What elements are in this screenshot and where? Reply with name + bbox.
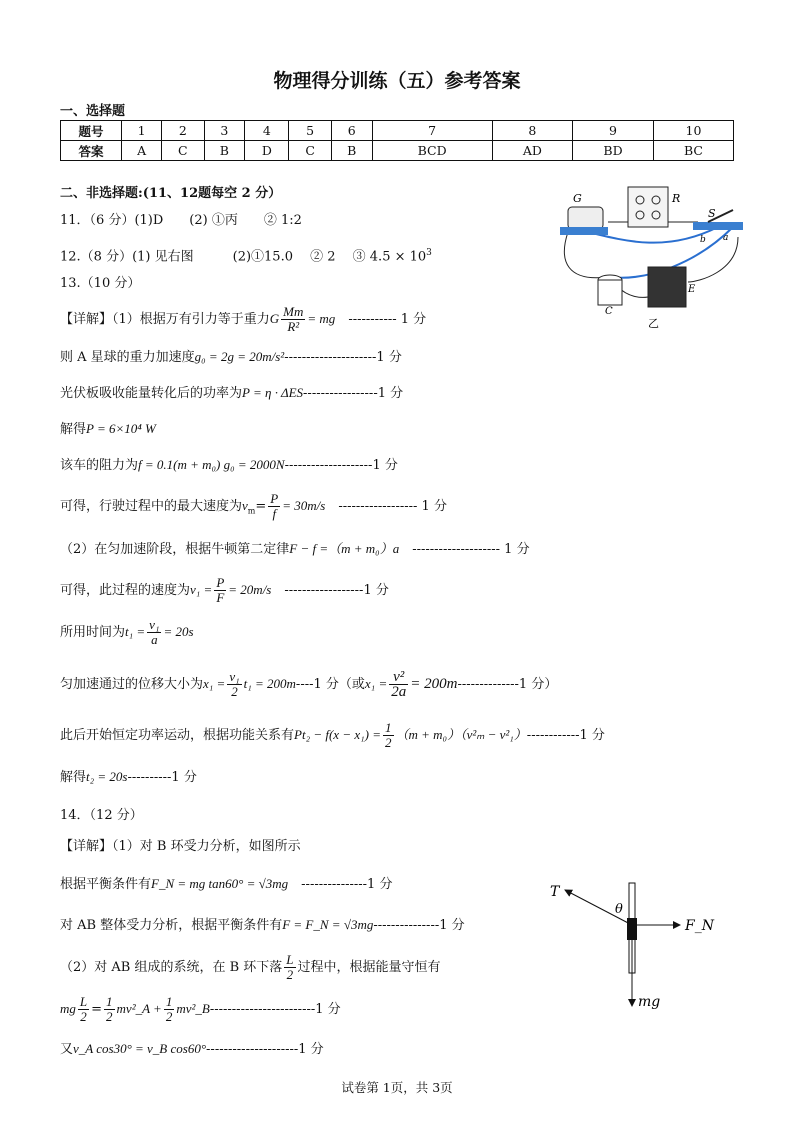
circuit-diagram — [548, 182, 748, 332]
text: 过程中，根据能量守恒有 — [297, 960, 441, 975]
table-cell: 4 — [245, 121, 289, 141]
q13-line — [60, 349, 402, 366]
table-cell: BC — [653, 141, 733, 161]
q13-line — [60, 618, 194, 647]
table-cell: C — [162, 141, 204, 161]
q14-line — [60, 995, 341, 1024]
label-C: C — [605, 306, 613, 317]
q14-line — [60, 876, 392, 893]
math: g₀ = 2g = 20m/s² — [194, 349, 285, 364]
score: ----------- 1 分 — [335, 312, 427, 327]
math: v — [242, 498, 248, 513]
table-cell: D — [245, 141, 289, 161]
label-G: G — [573, 192, 582, 205]
text: 解得 — [60, 770, 87, 785]
label-gravity: mg — [638, 994, 661, 1010]
label-S: S — [708, 207, 716, 220]
numerator: Mm — [283, 304, 304, 319]
table-cell: B — [204, 141, 245, 161]
text: 对 AB 整体受力分析，根据平衡条件有 — [60, 918, 283, 933]
q13-line — [60, 541, 530, 558]
galvanometer — [568, 207, 603, 229]
score: ---------------1 分 — [288, 877, 393, 892]
page-footer: 试卷第 1页，共 3页 — [341, 1080, 453, 1095]
score: --------------------1 分 — [284, 458, 398, 473]
denominator: f — [272, 506, 277, 521]
table-cell: B — [331, 141, 372, 161]
math: G — [269, 311, 280, 326]
table-cell: BCD — [372, 141, 492, 161]
q13-heading: 13.（10 分） — [60, 276, 141, 291]
math: = 200m — [410, 676, 458, 692]
score: -----------------1 分 — [303, 386, 404, 401]
page-title: 物理得分训练（五）参考答案 — [273, 70, 521, 92]
force-diagram — [545, 878, 715, 1013]
denominator: 2 — [385, 735, 392, 750]
resistance-box — [628, 187, 668, 227]
fraction — [214, 576, 226, 605]
table-cell: 10 — [653, 121, 733, 141]
table-cell: C — [289, 141, 331, 161]
table-header-cell: 答案 — [61, 141, 122, 161]
battery — [648, 267, 686, 307]
denominator: 2 — [80, 1009, 87, 1024]
denominator: F — [216, 590, 225, 605]
q14-line: 【详解】（1）对 B 环受力分析，如图所示 — [60, 839, 301, 854]
q14-heading: 14．（12 分） — [60, 808, 143, 823]
math: t₁ = 200m — [243, 676, 296, 691]
denominator: R² — [287, 319, 300, 334]
numerator: v₁ — [229, 669, 240, 684]
q13-line — [60, 385, 403, 402]
fraction — [78, 995, 89, 1024]
q12-text: 12.（8 分）(1) 见右图 (2)①15.0 ② 2 ③ 4.5 × 10 — [60, 249, 427, 265]
switch — [693, 222, 743, 230]
fraction — [268, 492, 280, 521]
diagram-caption: 乙 — [648, 317, 659, 330]
text: 根据平衡条件有 — [60, 877, 152, 892]
label-R: R — [672, 192, 681, 205]
score: ------------------1 分 — [271, 583, 389, 598]
math: F − f =（m + m₀）a — [289, 541, 400, 556]
numerator: 1 — [165, 994, 173, 1009]
table-cell: 9 — [573, 121, 654, 141]
subscript: m — [247, 506, 256, 516]
math: = 20s — [163, 624, 194, 639]
label-b: b — [700, 235, 706, 245]
math: = — [255, 499, 267, 514]
numerator: 1 — [106, 994, 113, 1009]
text: （2）在匀加速阶段，根据牛顿第二定律 — [60, 542, 290, 557]
math: v₁ = — [190, 582, 213, 597]
q13-line — [60, 721, 605, 750]
label-a: a — [723, 233, 729, 243]
numerator: P — [270, 491, 279, 506]
text: 可得，此过程的速度为 — [60, 583, 191, 598]
fraction — [164, 995, 175, 1024]
score: ----1 分（或 — [295, 677, 365, 692]
fraction — [147, 618, 161, 647]
math: x₁ = — [203, 676, 226, 691]
score: --------------1 分） — [457, 677, 558, 692]
table-cell: A — [122, 141, 162, 161]
table-header-cell: 题号 — [61, 121, 122, 141]
section-nonchoice-heading: 二、非选择题:(11、12题每空 2 分） — [60, 186, 282, 201]
q13-line — [60, 421, 156, 438]
numerator: 1 — [385, 720, 392, 735]
numerator: v₁ — [149, 617, 160, 632]
math: x₁ = — [364, 676, 388, 691]
math: t₁ = — [125, 624, 146, 639]
q14-line — [60, 1041, 324, 1058]
section-choice-heading: 一、选择题 — [60, 104, 126, 119]
table-cell: 3 — [204, 121, 245, 141]
q14-line — [60, 953, 441, 982]
label-normal-force: F_N — [685, 918, 714, 934]
answer-table — [60, 120, 734, 161]
q13-line — [60, 769, 197, 786]
fraction — [281, 305, 305, 334]
q11-answer: 11．（6 分）(1)D (2) ①丙 ② 1:2 — [60, 213, 302, 228]
table-cell: 1 — [122, 121, 162, 141]
math: = 30m/s — [282, 498, 326, 513]
table-cell: 5 — [289, 121, 331, 141]
table-cell: 6 — [331, 121, 372, 141]
score: ---------------1 分 — [373, 918, 465, 933]
math: = mg — [307, 311, 336, 326]
math: = — [91, 1002, 103, 1017]
score: ----------1 分 — [127, 770, 197, 785]
score: ------------------ 1 分 — [325, 499, 447, 514]
label-theta: θ — [615, 902, 623, 917]
math: v_A cos30° = v_B cos60° — [73, 1041, 207, 1056]
numerator: L — [79, 994, 88, 1009]
denominator: 2 — [165, 1009, 173, 1024]
text: 则 A 星球的重力加速度 — [60, 350, 195, 365]
math: f = 0.1(m + m₀) g₀ = 2000N — [138, 457, 285, 472]
fraction — [227, 670, 241, 699]
text: 【详解】（1）根据万有引力等于重力 — [60, 312, 270, 327]
math: F_N = mg tan60° = √3mg — [151, 876, 289, 891]
score: -------------------- 1 分 — [399, 542, 530, 557]
denominator: 2 — [286, 967, 294, 982]
math: （m + m₀）（v²ₘ − v²₁） — [395, 727, 527, 742]
label-E: E — [688, 284, 696, 295]
denominator: 2 — [106, 1009, 113, 1024]
q14-line — [60, 917, 465, 934]
fraction — [104, 995, 115, 1024]
math: mg — [60, 1001, 76, 1016]
score: ---------------------1 分 — [206, 1042, 324, 1057]
table-row — [61, 141, 734, 161]
score: ------------1 分 — [526, 728, 605, 743]
score: ------------------------1 分 — [209, 1002, 341, 1017]
fraction — [389, 670, 408, 699]
q13-line — [60, 576, 389, 605]
text: （2）对 AB 组成的系统，在 B 环下落 — [60, 960, 283, 975]
q13-line — [60, 492, 447, 521]
table-row — [61, 121, 734, 141]
table-cell: AD — [492, 141, 572, 161]
text: 此后开始恒定功率运动，根据功能关系有 — [60, 728, 295, 743]
table-cell: 2 — [162, 121, 204, 141]
q12-answer — [60, 245, 432, 265]
math: Pt₂ − f(x − x₁) = — [294, 727, 381, 742]
denominator: a — [151, 632, 158, 647]
q13-line — [60, 670, 557, 699]
math: t₂ = 20s — [86, 769, 128, 784]
table-cell: 8 — [492, 121, 572, 141]
table-cell: 7 — [372, 121, 492, 141]
text: 可得，行驶过程中的最大速度为 — [60, 499, 243, 514]
score: ---------------------1 分 — [284, 350, 402, 365]
numerator: v² — [389, 670, 408, 685]
math: mv²_A + — [116, 1001, 162, 1016]
denominator: 2a — [391, 684, 407, 700]
fraction — [284, 953, 295, 982]
text: 匀加速通过的位移大小为 — [60, 677, 204, 692]
text: 光伏板吸收能量转化后的功率为 — [60, 386, 243, 401]
table-cell: BD — [573, 141, 654, 161]
math: P = 6×10⁴ W — [86, 421, 156, 436]
label-tension: T — [550, 884, 560, 900]
denominator: 2 — [231, 684, 238, 699]
math: = 20m/s — [228, 582, 272, 597]
numerator: P — [216, 575, 225, 590]
text: 解得 — [60, 422, 87, 437]
math: mv²_B — [176, 1001, 210, 1016]
q13-line — [60, 457, 398, 474]
math: P = η · ΔES — [242, 385, 304, 400]
q13-line — [60, 305, 426, 334]
q12-sup: 3 — [426, 248, 432, 258]
math: F = F_N = √3mg — [282, 917, 374, 932]
text: 所用时间为 — [60, 625, 126, 640]
fraction — [383, 721, 394, 750]
text: 又 — [60, 1042, 74, 1057]
numerator: L — [286, 952, 294, 967]
text: 该车的阻力为 — [60, 458, 139, 473]
